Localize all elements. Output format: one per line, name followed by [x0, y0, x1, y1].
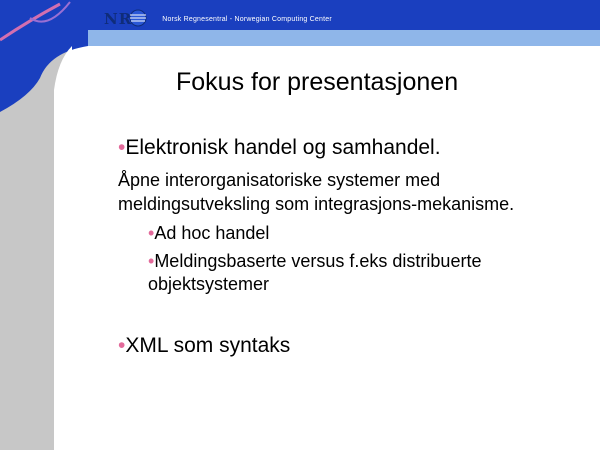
slide-title: Fokus for presentasjonen: [176, 68, 459, 96]
bullet-icon: •: [148, 251, 155, 271]
text-line: meldingsutveksling som integrasjons-mekanisme.: [118, 194, 515, 214]
bullet-text: Elektronisk handel og samhandel.: [125, 136, 441, 159]
bullet-text: Meldingsbaserte versus f.eks distribuerte: [154, 251, 482, 271]
logo-text: NR: [104, 10, 133, 28]
header-strip: [72, 30, 600, 46]
bullet-item: [118, 136, 441, 160]
logo: [104, 9, 332, 29]
text-line: Åpne interorganisatoriske systemer med: [118, 170, 441, 190]
text-line: objektsystemer: [148, 274, 270, 294]
bullet-text: XML som syntaks: [125, 334, 291, 357]
logo-tagline: Norsk Regnesentral - Norwegian Computing Center: [162, 15, 332, 23]
bullet-text: Ad hoc handel: [154, 223, 270, 243]
bullet-item: [118, 334, 290, 358]
sub-bullet-item: [148, 251, 481, 272]
bullet-icon: •: [118, 136, 126, 159]
bullet-icon: •: [118, 334, 126, 357]
sub-bullet-item: [148, 223, 269, 244]
sidebar-curve: [54, 46, 72, 450]
bullet-icon: •: [148, 223, 155, 243]
